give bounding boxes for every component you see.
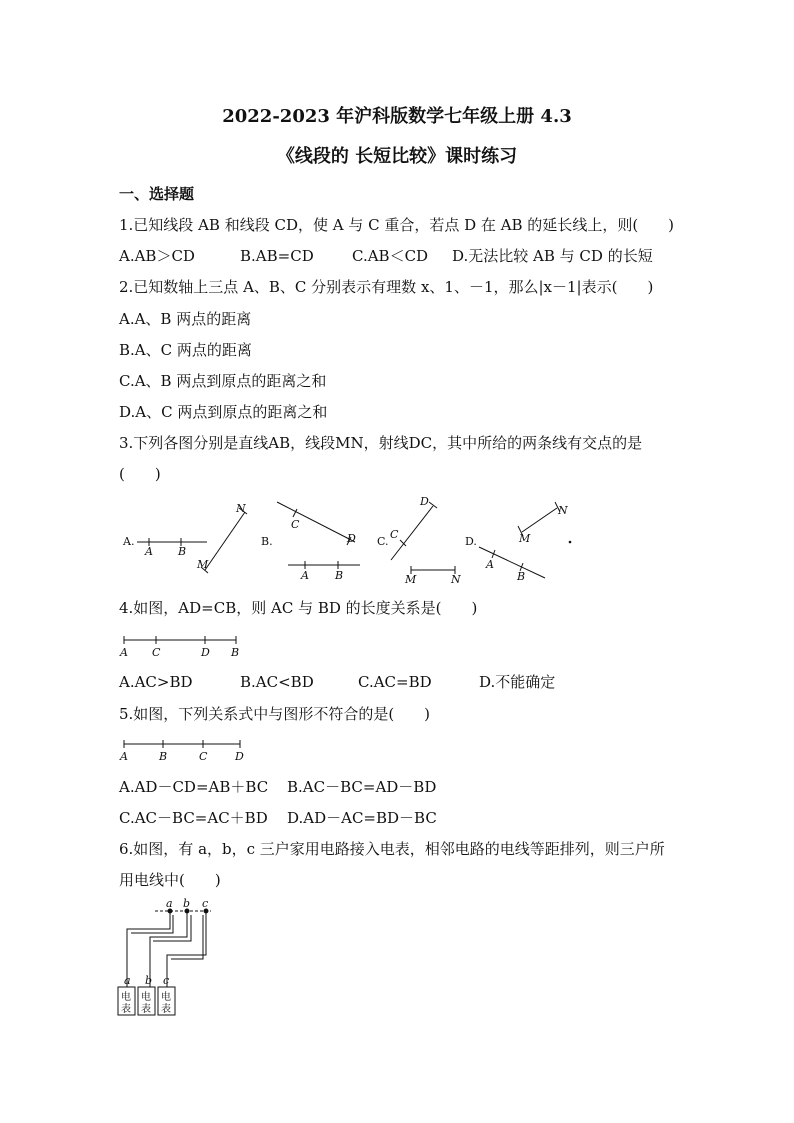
- meter-a-text-2: 表: [121, 1004, 131, 1015]
- q2-stem: 2.已知数轴上三点 A、B、C 分别表示有理数 x、1、－1，那么|x－1|表示( ): [119, 278, 654, 296]
- q6-stem-line-2: 用电线中( ): [119, 871, 221, 889]
- q3-fig-a-p4: M: [197, 558, 209, 571]
- q4-option-b: B.AC<BD: [240, 673, 314, 691]
- q3-fig-d-p1: N: [558, 504, 568, 517]
- q4-option-a: A.AC>BD: [119, 673, 193, 691]
- q4-stem: 4.如图，AD=CB，则 AC 与 BD 的长度关系是( ): [119, 599, 478, 617]
- meter-c-text-2: 表: [161, 1004, 171, 1015]
- meter-b-text-1: 电: [141, 992, 151, 1003]
- q4-option-c: C.AC=BD: [358, 673, 432, 691]
- q6-top-label-b: b: [183, 897, 191, 910]
- q6-bottom-label-c: c: [163, 974, 170, 987]
- q3-fig-a-option: A.: [123, 535, 135, 548]
- q3-fig-b-p4: B: [335, 569, 344, 582]
- q4-point-d: D: [201, 646, 210, 659]
- q4-point-b: B: [231, 646, 240, 659]
- q3-fig-d-p2: M: [519, 532, 531, 545]
- q2-option-a: A.A、B 两点的距离: [119, 310, 252, 328]
- section-heading: 一、选择题: [119, 185, 195, 203]
- q3-fig-d-option: D.: [465, 535, 477, 548]
- q2-option-c: C.A、B 两点到原点的距离之和: [119, 372, 327, 390]
- q1-option-a: A.AB＞CD: [119, 247, 195, 265]
- q1-stem: 1.已知线段 AB 和线段 CD，使 A 与 C 重合，若点 D 在 AB 的延长线上，则( ): [119, 216, 675, 234]
- q3-fig-d-p4: B: [517, 570, 526, 583]
- q3-fig-b-p3: A: [301, 569, 309, 582]
- q5-point-d: D: [235, 750, 244, 763]
- q3-fig-a-p3: N: [236, 502, 246, 515]
- q3-fig-c-option: C.: [377, 535, 389, 548]
- q3-stem: 3.下列各图分别是直线AB，线段MN，射线DC，其中所给的两条线有交点的是: [119, 434, 643, 452]
- q3-fig-a-p2: B: [178, 545, 187, 558]
- q5-figure: [118, 736, 248, 768]
- title-line-1: 2022-2023 年沪科版数学七年级上册 4.3: [222, 106, 572, 127]
- q3-fig-c-p2: C: [390, 528, 399, 541]
- q1-option-d: D.无法比较 AB 与 CD 的长短: [452, 247, 653, 265]
- q4-option-d: D.不能确定: [479, 673, 556, 691]
- meter-a-text-1: 电: [121, 992, 131, 1003]
- q3-fig-a-p1: A: [145, 545, 153, 558]
- q1-option-b: B.AB=CD: [240, 247, 314, 265]
- q3-figures: [115, 490, 585, 594]
- q3-fig-b-p2: D: [347, 532, 356, 545]
- q6-stem-line-1: 6.如图，有 a，b，c 三户家用电路接入电表，相邻电路的电线等距排列，则三户所: [119, 840, 665, 858]
- q5-option-d: D.AD－AC=BD－BC: [287, 809, 437, 827]
- q5-stem: 5.如图，下列关系式中与图形不符合的是( ): [119, 705, 431, 723]
- q3-fig-c-p4: N: [451, 573, 461, 586]
- meter-b-text-2: 表: [141, 1004, 151, 1015]
- q4-figure: [118, 632, 248, 664]
- q3-fig-c-p3: M: [405, 573, 417, 586]
- q5-option-b: B.AC－BC=AD－BD: [287, 778, 437, 796]
- q3-paren: ( ): [119, 465, 161, 483]
- q6-top-label-a: a: [166, 897, 173, 910]
- meter-c-text-1: 电: [161, 992, 171, 1003]
- q3-fig-c-p1: D: [420, 495, 429, 508]
- q5-option-c: C.AC－BC=AC＋BD: [119, 809, 268, 827]
- q4-point-a: A: [120, 646, 128, 659]
- title-line-2: 《线段的 长短比较》课时练习: [276, 146, 518, 167]
- q3-fig-d-p3: A: [486, 558, 494, 571]
- q5-option-a: A.AD－CD=AB＋BC: [119, 778, 269, 796]
- q5-point-a: A: [120, 750, 128, 763]
- q2-option-d: D.A、C 两点到原点的距离之和: [119, 403, 328, 421]
- q6-top-label-c: c: [202, 897, 209, 910]
- q5-point-c: C: [199, 750, 208, 763]
- q4-point-c: C: [152, 646, 161, 659]
- q3-fig-b-p1: C: [291, 518, 300, 531]
- q3-fig-b-option: B.: [261, 535, 273, 548]
- q2-option-b: B.A、C 两点的距离: [119, 341, 252, 359]
- q6-circuit-figure: [115, 897, 225, 1026]
- q6-bottom-label-a: a: [124, 974, 131, 987]
- q5-point-b: B: [159, 750, 168, 763]
- q6-bottom-label-b: b: [145, 974, 153, 987]
- q1-option-c: C.AB＜CD: [352, 247, 429, 265]
